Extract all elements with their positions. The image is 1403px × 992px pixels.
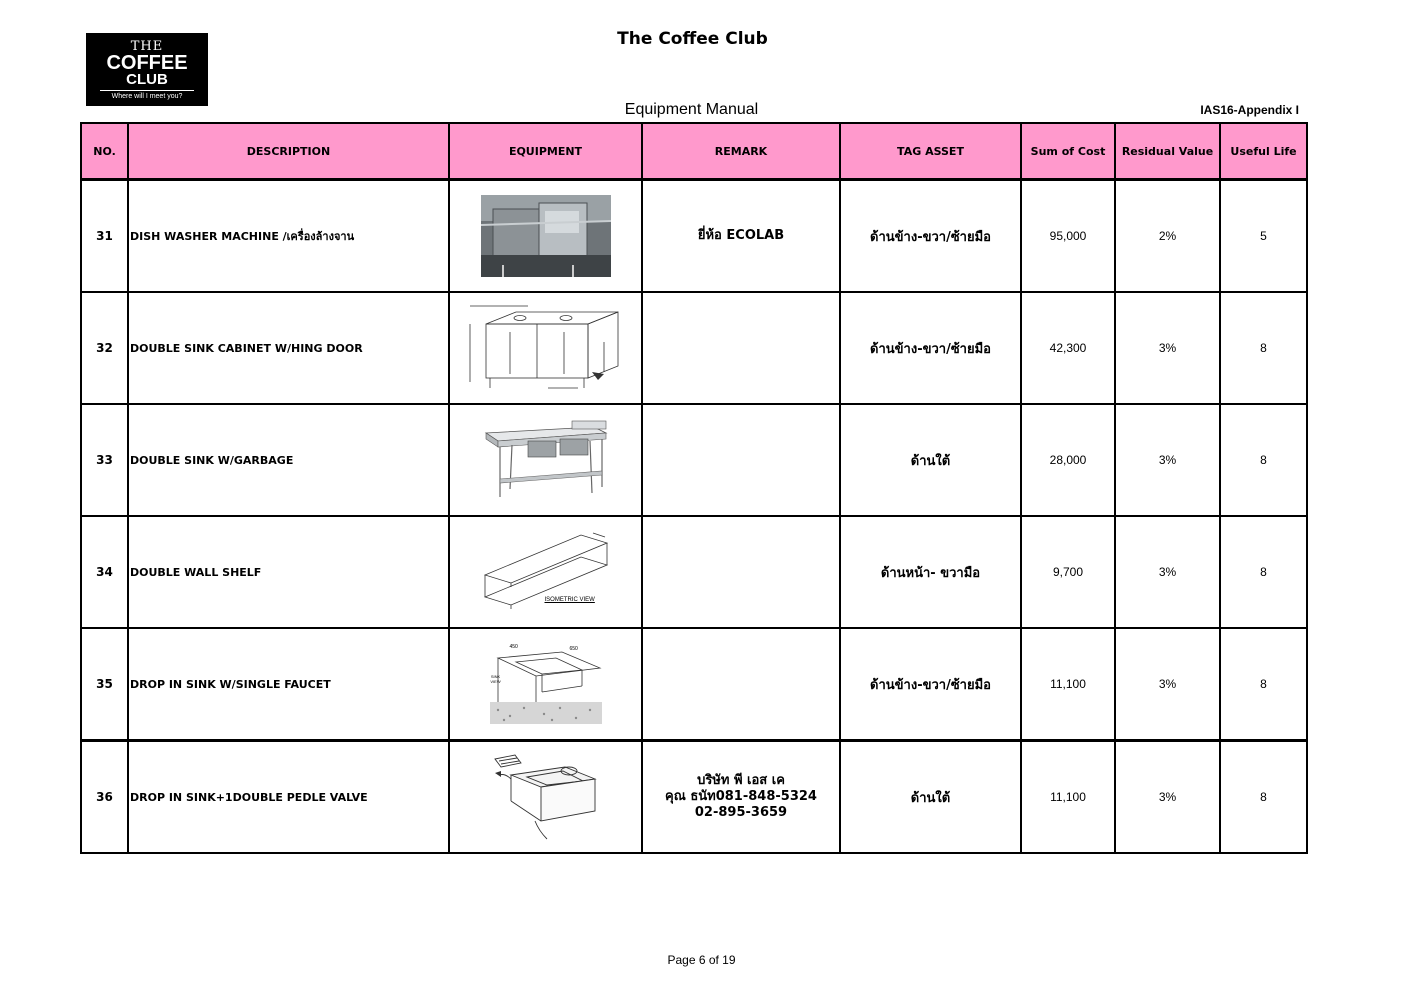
table-header-row: [81, 123, 1307, 180]
document-subtitle: Equipment Manual: [624, 101, 759, 118]
row-residual-value: 3%: [1115, 404, 1220, 516]
row-useful-life: 5: [1220, 180, 1307, 293]
row-sum-of-cost: 42,300: [1021, 292, 1115, 404]
logo-divider: [100, 90, 194, 91]
remark-line-1: ยี่ห้อ ECOLAB: [697, 228, 785, 243]
row-sum-of-cost: 9,700: [1021, 516, 1115, 628]
row-no: 32: [81, 292, 128, 404]
row-equipment: [449, 628, 642, 741]
header-equipment: EQUIPMENT: [449, 123, 642, 180]
header-sum-of-cost: Sum of Cost: [1021, 123, 1115, 180]
remark-line-1: บริษัท พี เอส เค: [697, 773, 785, 788]
row-remark: [642, 516, 840, 628]
wall-shelf-figure: [483, 531, 609, 613]
row-useful-life: 8: [1220, 628, 1307, 741]
table-row: [81, 180, 1307, 293]
row-sum-of-cost: 95,000: [1021, 180, 1115, 293]
row-sum-of-cost: 11,100: [1021, 628, 1115, 741]
row-useful-life: 8: [1220, 404, 1307, 516]
row-residual-value: 2%: [1115, 180, 1220, 293]
row-no: 35: [81, 628, 128, 741]
row-remark: [642, 741, 840, 854]
shelf-caption: ISOMETRIC VIEW: [544, 597, 595, 603]
header-residual-value: Residual Value: [1115, 123, 1220, 180]
row-tag-asset: ด้านข้าง-ขวา/ซ้ายมือ: [840, 628, 1021, 741]
row-useful-life: 8: [1220, 741, 1307, 854]
document-reference: IAS16-Appendix I: [1200, 103, 1299, 117]
row-remark: [642, 292, 840, 404]
row-tag-asset: ด้านใต้: [840, 404, 1021, 516]
row-no: 36: [81, 741, 128, 854]
logo-tagline: Where will I meet you?: [111, 93, 183, 100]
row-description: DOUBLE WALL SHELF: [128, 516, 449, 628]
page-number: Page 6 of 19: [667, 953, 736, 967]
header-tag-asset: TAG ASSET: [840, 123, 1021, 180]
logo-line-coffee: COFFEE: [106, 52, 188, 74]
row-description: DROP IN SINK+1DOUBLE PEDLE VALVE: [128, 741, 449, 854]
sink-view-label: SINK VIEW: [490, 674, 501, 684]
sink-dim-650: 650: [569, 646, 578, 652]
equipment-table: [80, 122, 1308, 854]
row-description: DOUBLE SINK CABINET W/HING DOOR: [128, 292, 449, 404]
header-useful-life: Useful Life: [1220, 123, 1307, 180]
row-remark: [642, 628, 840, 741]
header-description: DESCRIPTION: [128, 123, 449, 180]
sink-dim-450: 450: [509, 644, 518, 650]
row-residual-value: 3%: [1115, 516, 1220, 628]
row-description: DROP IN SINK W/SINGLE FAUCET: [128, 628, 449, 741]
row-description: DISH WASHER MACHINE /เครื่องล้างจาน: [128, 180, 449, 293]
row-equipment: [449, 516, 642, 628]
dishwasher-photo: [481, 195, 611, 277]
row-equipment: [449, 292, 642, 404]
double-sink-cabinet-drawing: [468, 302, 624, 394]
remark-line-3: 02-895-3659: [694, 805, 788, 820]
row-tag-asset: ด้านข้าง-ขวา/ซ้ายมือ: [840, 180, 1021, 293]
table-row: [81, 516, 1307, 628]
row-useful-life: 8: [1220, 292, 1307, 404]
row-tag-asset: ด้านข้าง-ขวา/ซ้ายมือ: [840, 292, 1021, 404]
logo-line-the: THE: [130, 39, 164, 54]
row-equipment: [449, 741, 642, 854]
row-no: 34: [81, 516, 128, 628]
table-row: [81, 741, 1307, 854]
row-no: 33: [81, 404, 128, 516]
row-no: 31: [81, 180, 128, 293]
double-sink-garbage-photo: [484, 419, 608, 501]
drop-in-sink-drawing: [488, 642, 604, 726]
logo-line-club: CLUB: [126, 71, 168, 88]
header-remark: REMARK: [642, 123, 840, 180]
remark-line-2: คุณ ธนัท081-848-5324: [665, 789, 817, 804]
drop-in-sink-figure: [488, 642, 604, 726]
table-row: [81, 292, 1307, 404]
row-residual-value: 3%: [1115, 292, 1220, 404]
row-tag-asset: ด้านใต้: [840, 741, 1021, 854]
row-remark: [642, 404, 840, 516]
row-residual-value: 3%: [1115, 628, 1220, 741]
row-useful-life: 8: [1220, 516, 1307, 628]
row-sum-of-cost: 28,000: [1021, 404, 1115, 516]
header-no: NO.: [81, 123, 128, 180]
row-remark: [642, 180, 840, 293]
document-title: The Coffee Club: [617, 29, 768, 49]
row-equipment: [449, 180, 642, 293]
row-sum-of-cost: 11,100: [1021, 741, 1115, 854]
table-row: [81, 404, 1307, 516]
table-row: [81, 628, 1307, 741]
row-equipment: [449, 404, 642, 516]
row-residual-value: 3%: [1115, 741, 1220, 854]
row-description: DOUBLE SINK W/GARBAGE: [128, 404, 449, 516]
drop-in-sink-pedal-drawing: [491, 753, 601, 841]
row-tag-asset: ด้านหน้า- ขวามือ: [840, 516, 1021, 628]
